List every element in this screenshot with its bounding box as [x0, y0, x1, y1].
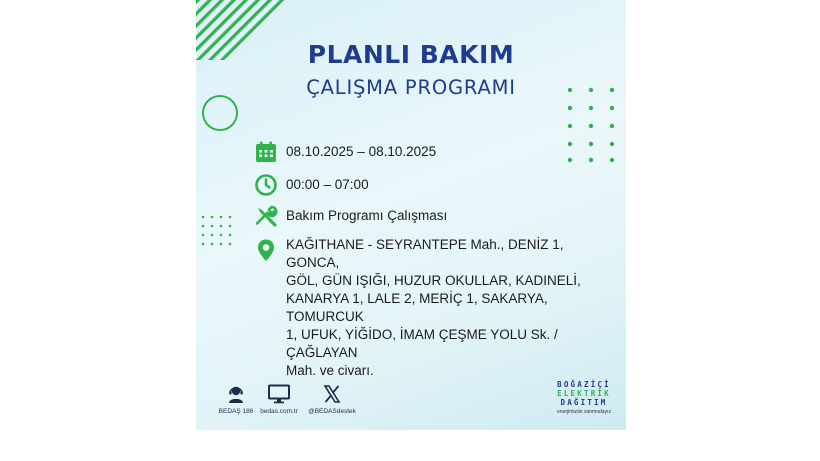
brand-logo — [552, 380, 616, 417]
page-title: PLANLI BAKIM — [307, 40, 515, 69]
footer-website[interactable] — [254, 384, 304, 415]
address-line: KAĞITHANE - SEYRANTEPE Mah., DENİZ 1, GONCA, — [286, 237, 564, 270]
tools-icon — [254, 204, 278, 228]
ring-decoration — [202, 95, 238, 131]
phone-label: BEDAŞ 186 — [218, 408, 254, 415]
call-center-icon — [226, 384, 246, 404]
address-line: KANARYA 1, LALE 2, MERİÇ 1, SAKARYA, TOMURCUK — [286, 291, 548, 324]
address-line: Mah. ve civarı. — [286, 363, 374, 378]
date-range-text: 08.10.2025 – 08.10.2025 — [286, 144, 437, 159]
brand-line-3: DAĞITIM — [560, 398, 608, 407]
brand-slogan: enerjimizde sanmodayız — [557, 409, 611, 415]
brand-line-2: ELEKTRİK — [557, 389, 611, 398]
clock-icon — [254, 173, 278, 197]
time-row — [254, 173, 369, 197]
address-row — [254, 236, 616, 380]
brand-line-1: BOĞAZİÇİ — [557, 380, 611, 389]
small-dot-grid-decoration — [200, 214, 234, 248]
work-type-text: Bakım Programı Çalışması — [286, 208, 448, 223]
address-text — [286, 236, 616, 380]
address-line: 1, UFUK, YİĞİDO, İMAM ÇEŞME YOLU Sk. /ÇAĞLAYAN — [286, 327, 558, 360]
page-subtitle: ÇALIŞMA PROGRAMI — [306, 76, 516, 99]
footer-phone — [216, 384, 256, 415]
calendar-icon — [254, 140, 278, 164]
work-type-row — [254, 204, 447, 228]
date-row — [254, 140, 436, 164]
address-line: GÖL, GÜN IŞIĞI, HUZUR OKULLAR, KADINELİ, — [286, 273, 581, 288]
location-pin-icon — [254, 236, 278, 264]
x-logo-icon — [322, 384, 342, 404]
announcement-card — [196, 0, 626, 430]
website-label[interactable]: bedas.com.tr — [260, 408, 298, 415]
time-range-text: 00:00 – 07:00 — [286, 177, 369, 192]
footer-social[interactable] — [304, 384, 360, 415]
monitor-icon — [268, 384, 290, 404]
social-label[interactable]: @BEDASdestek — [308, 408, 356, 415]
